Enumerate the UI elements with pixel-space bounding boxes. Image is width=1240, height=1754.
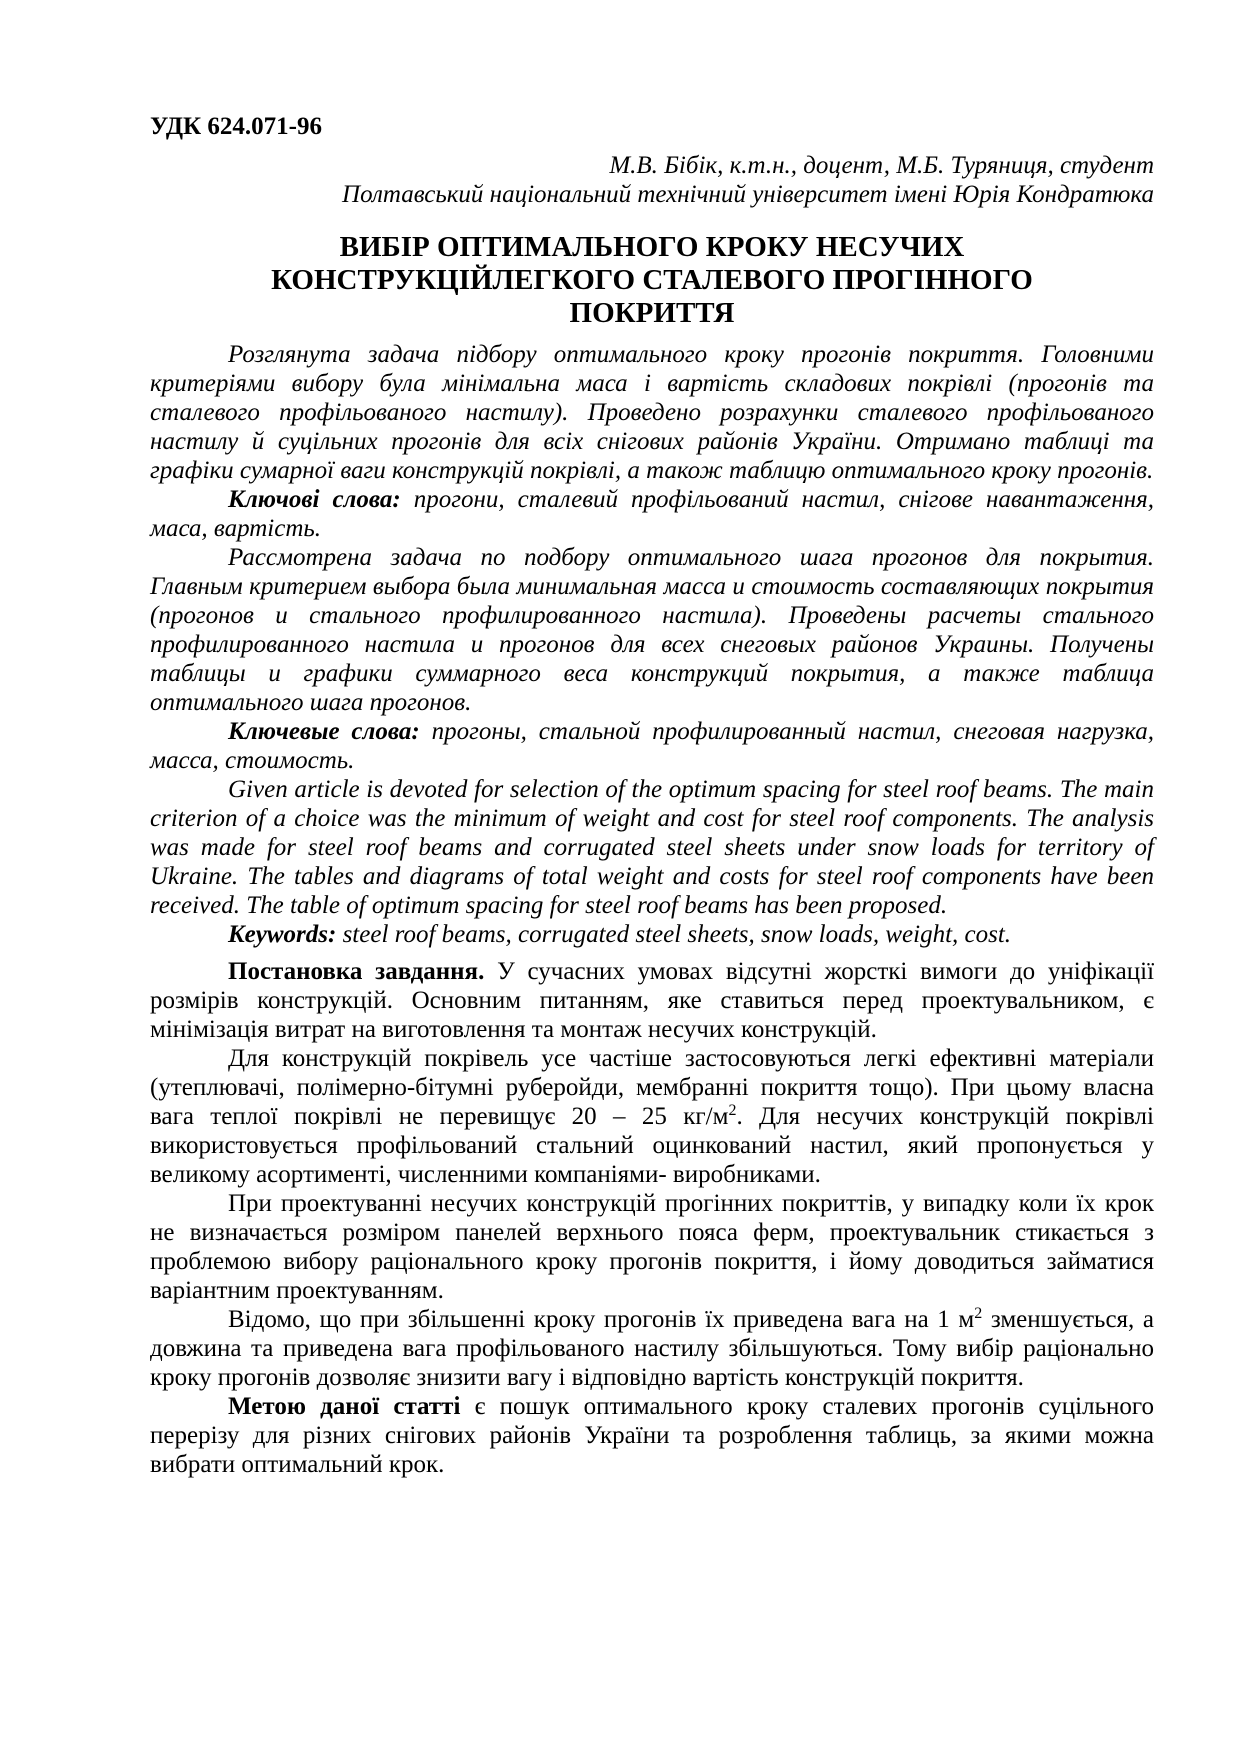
paragraph-roof-materials — [150, 1044, 1154, 1189]
paragraph-article-goal-lead: Метою даної статті — [228, 1393, 461, 1420]
keywords-english-label: Keywords: — [228, 921, 337, 948]
paragraph-problem-statement-lead: Постановка завдання. — [228, 958, 485, 985]
keywords-russian — [150, 717, 1154, 775]
paragraph-design-problem: При проектуванні несучих конструкцій прогінних покриттів, у випадку коли їх крок не визначається розміром панелей верхнього пояса ферм, проектувальник стикається з проблемою вибору раціонального кроку прогонів покриття, і йому доводиться займатися варіантним проектуванням. — [150, 1190, 1154, 1304]
abstract-russian: Рассмотрена задача по подбору оптимального шага прогонов для покрытия. Главным критерием выбора была минимальная масса и стоимость составляющих покрытия (прогонов и стального профилированного настила). Проведены расчеты стального профилированного настила и прогонов для всех снеговых районов Украины. Получены таблицы и графики суммарного веса конструкций покрытия, а также таблица оптимального шага прогонов. — [150, 544, 1154, 716]
paragraph-article-goal-text: є пошук оптимального кроку сталевих прогонів суцільного перерізу для різних снігових районів України та розроблення таблиць, за якими можна вибрати оптимальний крок. — [150, 1393, 1155, 1478]
superscript-square: 2 — [728, 1102, 737, 1120]
paragraph-problem-statement-text: У сучасних умовах відсутні жорсткі вимоги до уніфікації розмірів конструкцій. Основним питанням, яке ставиться перед проектувальником, є мінімізація витрат на виготовлення та монтаж несучих конструкцій. — [150, 958, 1155, 1043]
paragraph-weight-relation — [150, 1305, 1154, 1392]
superscript-square: 2 — [974, 1305, 983, 1323]
paragraph-problem-statement — [150, 957, 1154, 1044]
paragraph-roof-materials-text-2: . Для несучих конструкцій покрівлі використовується профільований стальний оцинкований настил, який пропонується у великому асортименті, численними компаніями- виробниками. — [150, 1103, 1154, 1188]
udc-number: УДК 624.071-96 — [150, 113, 322, 140]
article-title: ВИБІР ОПТИМАЛЬНОГО КРОКУ НЕСУЧИХ КОНСТРУКЦІЙЛЕГКОГО СТАЛЕВОГО ПРОГІННОГО ПОКРИТТЯ — [271, 231, 1033, 329]
authors-line: М.В. Бібік, к.т.н., доцент, М.Б. Туряниця, студент — [609, 152, 1154, 179]
keywords-russian-text: прогоны, стальной профилированный настил, снеговая нагрузка, масса, стоимость. — [150, 718, 1155, 774]
keywords-english — [150, 920, 1154, 949]
paragraph-roof-materials-text-1: Для конструкцій покрівель усе частіше застосовуються легкі ефективні матеріали (утеплювачі, полімерно-бітумні руберойди, мембранні покриття тощо). При цьому власна вага теплої покрівлі не перевищує 20 – 25 кг/м — [150, 1045, 1154, 1130]
keywords-russian-label: Ключевые слова: — [228, 718, 420, 745]
keywords-ukrainian — [150, 485, 1154, 543]
affiliation-line: Полтавський національний технічний університет імені Юрія Кондратюка — [342, 181, 1154, 208]
keywords-english-text: steel roof beams, corrugated steel sheets, snow loads, weight, cost. — [342, 921, 1012, 948]
paragraph-weight-relation-text-2: зменшується, а довжина та приведена вага профільованого настилу збільшуються. Тому вибір раціонально кроку прогонів дозволяє знизити вагу і відповідно вартість конструкцій покриття. — [150, 1306, 1154, 1391]
keywords-ukrainian-label: Ключові слова: — [228, 486, 401, 513]
abstract-english: Given article is devoted for selection of the optimum spacing for steel roof beams. The main criterion of a choice was the minimum of weight and cost for steel roof components. The analysis was made for steel roof beams and corrugated steel sheets under snow loads for territory of Ukraine. The tables and diagrams of total weight and costs for steel roof components have been received. The table of optimum spacing for steel roof beams has been proposed. — [150, 776, 1154, 919]
paragraph-weight-relation-text-1: Відомо, що при збільшенні кроку прогонів їх приведена вага на 1 м — [228, 1306, 975, 1333]
abstract-ukrainian: Розглянута задача підбору оптимального кроку прогонів покриття. Головними критеріями вибору була мінімальна маса і вартість складових покрівлі (прогонів та сталевого профільованого настилу). Проведено розрахунки сталевого профільованого настилу й суцільних прогонів для всіх снігових районів України. Отримано таблиці та графіки сумарної ваги конструкцій покрівлі, а також таблицю оптимального кроку прогонів. — [150, 341, 1154, 484]
keywords-ukrainian-text: прогони, сталевий профільований настил, снігове навантаження, маса, вартість. — [150, 486, 1155, 542]
paragraph-article-goal — [150, 1392, 1154, 1479]
